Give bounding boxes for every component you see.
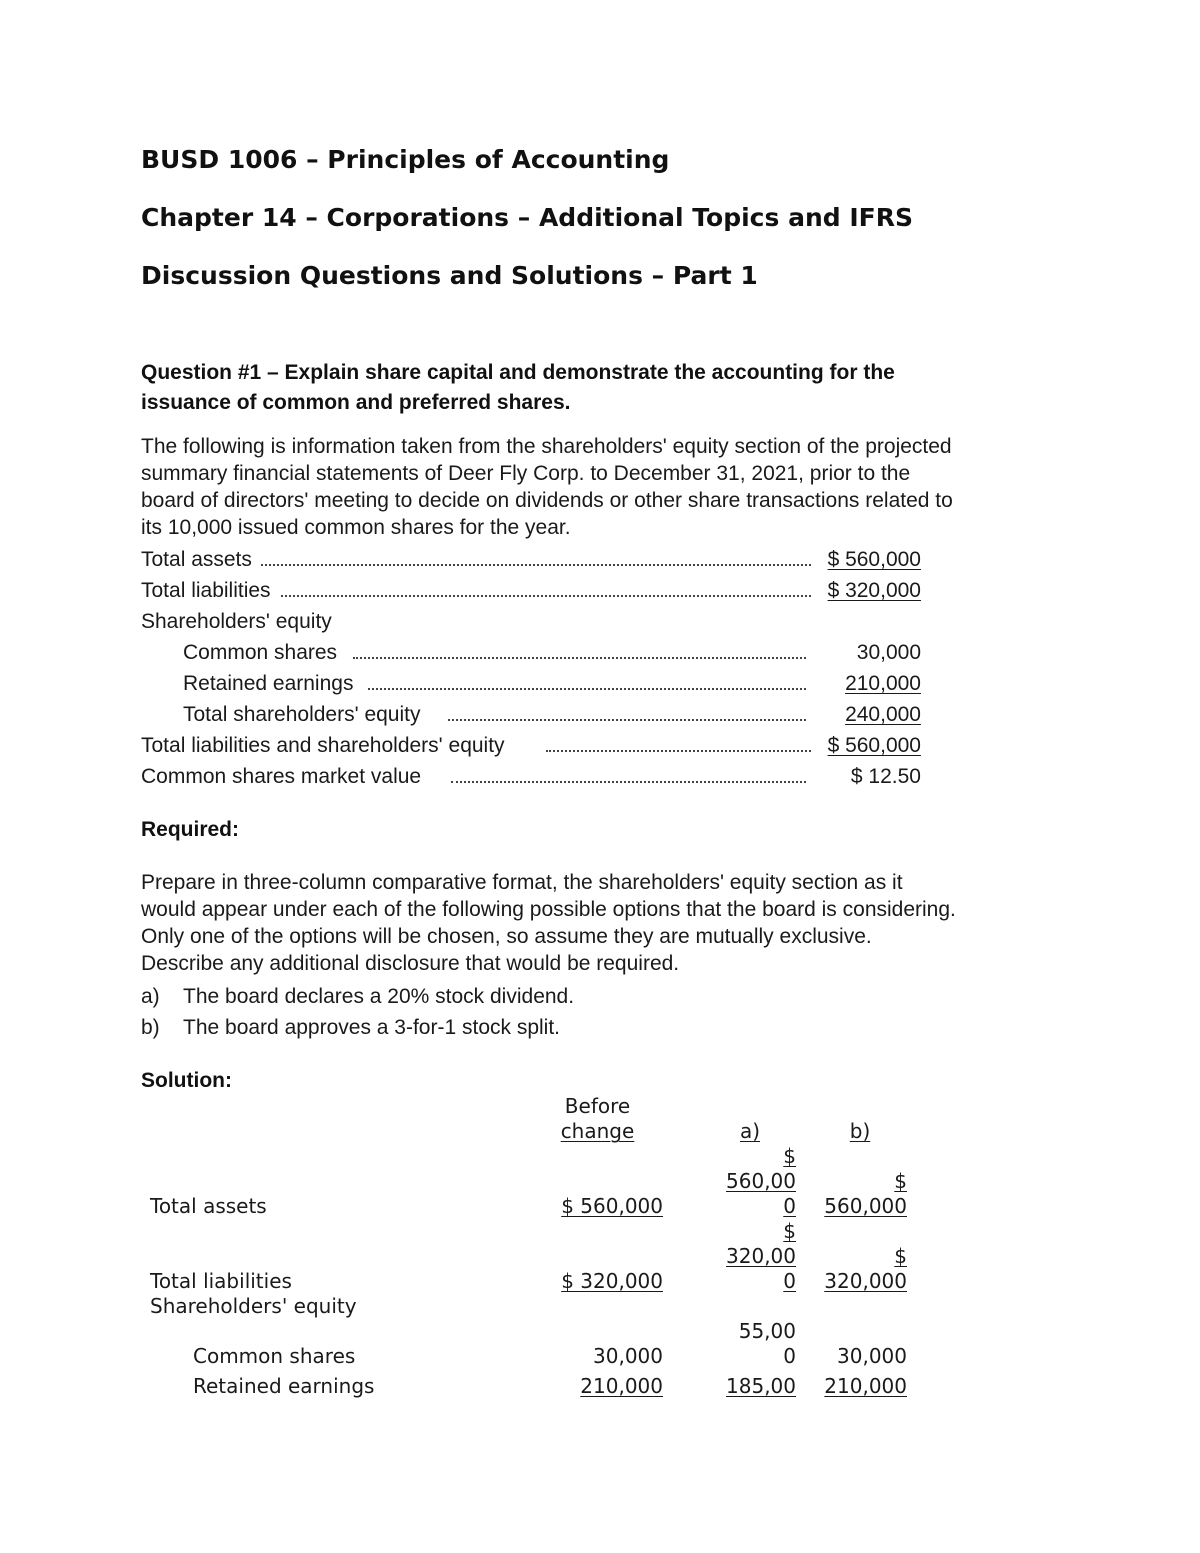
sol-b-line: 320,000 <box>824 1269 907 1293</box>
sol-a-total-liabilities <box>690 1219 796 1294</box>
row-label: Common shares <box>183 637 339 668</box>
option-letter: a) <box>141 985 160 1008</box>
sol-a-line: 0 <box>783 1344 796 1368</box>
row-value: 210,000 <box>842 668 921 699</box>
sol-before-common-shares: 30,000 <box>593 1344 663 1368</box>
header-before-change <box>540 1094 655 1144</box>
question-title-line-2: issuance of common and preferred shares. <box>141 391 571 414</box>
row-label: Common shares market value <box>141 761 423 792</box>
row-label: Retained earnings <box>183 668 355 699</box>
leader-dots <box>546 750 811 752</box>
statement-row-total-liabilities <box>141 575 921 606</box>
statement-row-total-assets <box>141 544 921 575</box>
row-value: $ 12.50 <box>848 761 921 792</box>
sol-label-retained-earnings: Retained earnings <box>193 1374 375 1398</box>
header-option-b: b) <box>849 1119 871 1143</box>
leader-dots <box>448 719 806 721</box>
statement-row-retained-earnings <box>183 668 921 699</box>
required-line: Only one of the options will be chosen, so assume they are mutually exclusive. <box>141 925 872 948</box>
header-before-line-2: change <box>560 1119 635 1143</box>
intro-line: The following is information taken from the shareholders' equity section of the projected <box>141 435 952 458</box>
row-value: $ 560,000 <box>825 730 921 761</box>
row-value: 30,000 <box>854 637 921 668</box>
required-line: Prepare in three-column comparative format, the shareholders' equity section as it <box>141 871 903 894</box>
option-b <box>141 1012 560 1043</box>
leader-dots <box>261 564 811 566</box>
statement-row-total-liabilities-and-equity <box>141 730 921 761</box>
leader-dots <box>281 595 811 597</box>
sol-label-shareholders-equity: Shareholders' equity <box>150 1294 357 1318</box>
sol-label-total-assets: Total assets <box>150 1194 267 1218</box>
statement-row-common-shares <box>183 637 921 668</box>
sol-b-line: $ <box>894 1169 907 1193</box>
sol-a-line: 0 <box>783 1194 796 1218</box>
sol-label-total-liabilities: Total liabilities <box>150 1269 292 1293</box>
intro-line: board of directors' meeting to decide on dividends or other share transactions related to <box>141 489 953 512</box>
course-title: BUSD 1006 – Principles of Accounting <box>141 145 670 174</box>
sol-a-line: 55,00 <box>738 1319 796 1343</box>
leader-dots <box>451 781 806 783</box>
sol-before-total-assets: $ 560,000 <box>561 1194 663 1218</box>
option-letter: b) <box>141 1016 160 1039</box>
sol-b-total-assets <box>800 1169 907 1219</box>
question-title <box>141 358 1041 418</box>
sol-a-line: 560,00 <box>726 1169 796 1193</box>
row-value: 240,000 <box>842 699 921 730</box>
sol-b-retained-earnings: 210,000 <box>824 1374 907 1398</box>
leader-dots <box>353 657 806 659</box>
sol-a-line: 320,00 <box>726 1244 796 1268</box>
required-line: would appear under each of the following possible options that the board is considering. <box>141 898 956 921</box>
option-a <box>141 981 574 1012</box>
required-label: Required: <box>141 818 240 841</box>
sol-label-common-shares: Common shares <box>193 1344 356 1368</box>
sol-a-line: $ <box>783 1219 796 1243</box>
required-text <box>141 869 956 977</box>
sol-before-total-liabilities: $ 320,000 <box>561 1269 663 1293</box>
row-value: $ 560,000 <box>825 544 921 575</box>
statement-row-total-shareholders-equity <box>183 699 921 730</box>
row-label: Total shareholders' equity <box>183 699 422 730</box>
question-intro <box>141 433 953 541</box>
required-line: Describe any additional disclosure that would be required. <box>141 952 680 975</box>
row-label: Shareholders' equity <box>141 606 334 637</box>
leader-dots <box>368 688 806 690</box>
option-text: The board declares a 20% stock dividend. <box>183 985 575 1008</box>
sol-b-line: $ <box>894 1244 907 1268</box>
solution-label: Solution: <box>141 1069 232 1092</box>
sol-a-common-shares <box>690 1319 796 1369</box>
sol-b-common-shares: 30,000 <box>837 1344 907 1368</box>
sol-b-line: 560,000 <box>824 1194 907 1218</box>
option-text: The board approves a 3-for-1 stock split. <box>183 1016 561 1039</box>
row-label: Total liabilities and shareholders' equity <box>141 730 507 761</box>
intro-line: its 10,000 issued common shares for the year. <box>141 516 571 539</box>
row-label: Total liabilities <box>141 575 273 606</box>
sol-a-retained-earnings: 185,00 <box>726 1374 796 1398</box>
part-title: Discussion Questions and Solutions – Part 1 <box>141 261 758 290</box>
header-before-line-1: Before <box>564 1094 631 1118</box>
statement-row-shareholders-equity <box>141 606 921 637</box>
sol-a-total-assets <box>690 1144 796 1219</box>
chapter-title: Chapter 14 – Corporations – Additional Topics and IFRS <box>141 203 913 232</box>
row-value: $ 320,000 <box>825 575 921 606</box>
sol-b-total-liabilities <box>800 1244 907 1294</box>
sol-before-retained-earnings: 210,000 <box>580 1374 663 1398</box>
sol-a-line: 0 <box>783 1269 796 1293</box>
row-label: Total assets <box>141 544 254 575</box>
sol-a-line: $ <box>783 1144 796 1168</box>
header-option-a: a) <box>739 1119 761 1143</box>
intro-line: summary financial statements of Deer Fly Corp. to December 31, 2021, prior to the <box>141 462 911 485</box>
statement-row-market-value <box>141 761 921 792</box>
question-title-line-1: Question #1 – Explain share capital and demonstrate the accounting for the <box>141 361 895 384</box>
